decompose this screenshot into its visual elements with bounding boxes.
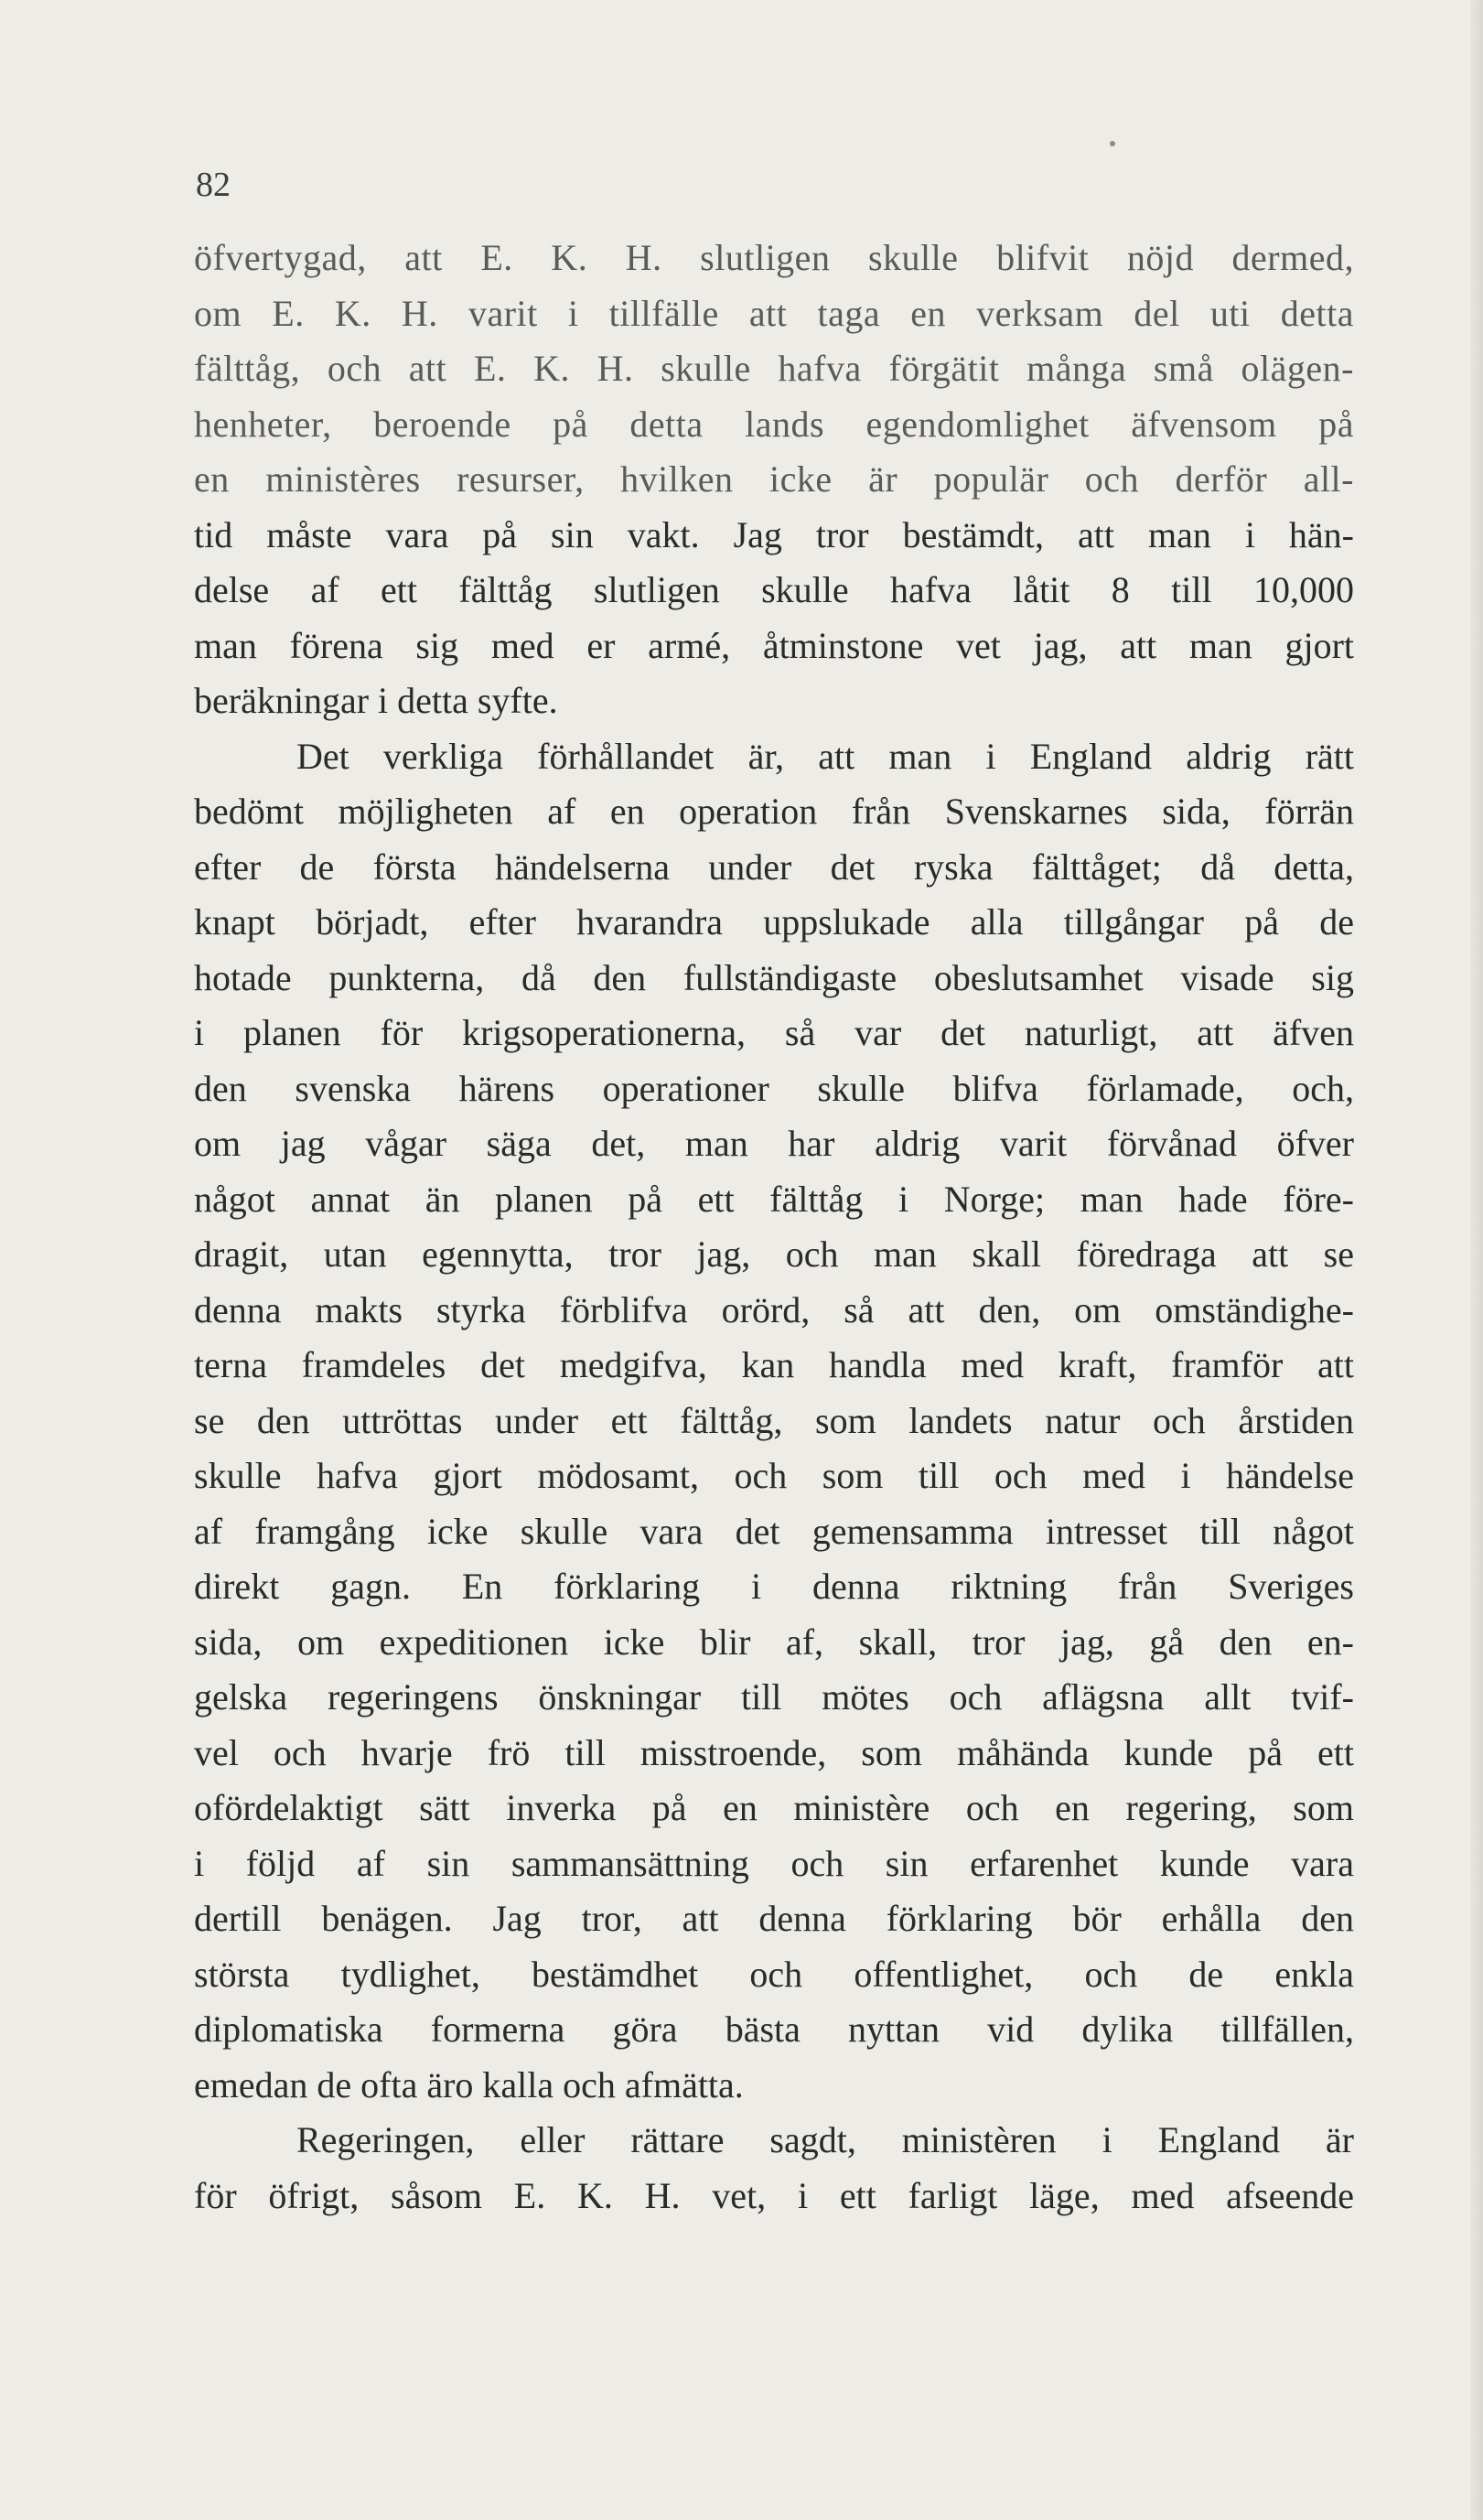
text-line-31: dertill benägen. Jag tror, att denna förklaring bör erhålla den <box>194 1898 1354 1939</box>
text-line-1: öfvertygad, att E. K. H. slutligen skulle blifvit nöjd dermed, <box>194 237 1354 278</box>
text-line-2: om E. K. H. varit i tillfälle att taga en verksam del uti detta <box>194 292 1354 334</box>
text-line-7: delse af ett fälttåg slutligen skulle hafva låtit 8 till 10,000 <box>194 569 1354 610</box>
text-line-9: beräkningar i detta syfte. <box>194 680 558 721</box>
text-line-22: se den uttröttas under ett fälttåg, som landets natur och årstiden <box>194 1399 1354 1441</box>
text-line-18: något annat än planen på ett fälttåg i Norge; man hade före- <box>194 1178 1354 1220</box>
text-line-5: en ministères resurser, hvilken icke är populär och derför all- <box>194 458 1354 500</box>
text-line-20: denna makts styrka förblifva orörd, så att den, om omständighe- <box>194 1288 1354 1330</box>
text-line-6: tid måste vara på sin vakt. Jag tror bestämdt, att man i hän- <box>194 513 1354 555</box>
text-line-13: knapt börjadt, efter hvarandra uppslukade alla tillgångar på de <box>194 901 1354 942</box>
ink-speck <box>1110 141 1115 146</box>
text-line-19: dragit, utan egennytta, tror jag, och man skall föredraga att se <box>194 1233 1354 1275</box>
text-line-24: af framgång icke skulle vara det gemensamma intresset till något <box>194 1510 1354 1552</box>
text-line-3: fälttåg, och att E. K. H. skulle hafva förgätit många små olägen- <box>194 348 1354 389</box>
text-line-23: skulle hafva gjort mödosamt, och som till och med i händelse <box>194 1455 1354 1496</box>
scan-edge <box>1470 0 1483 2520</box>
text-line-11: bedömt möjligheten af en operation från Svenskarnes sida, förrän <box>194 791 1354 832</box>
body-text <box>194 231 1354 2224</box>
text-line-14: hotade punkterna, då den fullständigaste obeslutsamhet visade sig <box>194 956 1354 998</box>
text-line-36: för öfrigt, såsom E. K. H. vet, i ett farligt läge, med afseende <box>194 2174 1354 2216</box>
text-line-26: sida, om expeditionen icke blir af, skall, tror jag, gå den en- <box>194 1621 1354 1663</box>
text-line-32: största tydlighet, bestämdhet och offentlighet, och de enkla <box>194 1953 1354 1995</box>
text-line-28: vel och hvarje frö till misstroende, som måhända kunde på ett <box>194 1731 1354 1773</box>
text-line-12: efter de första händelserna under det ryska fälttåget; då detta, <box>194 845 1354 888</box>
page-number: 82 <box>196 166 231 204</box>
text-line-27: gelska regeringens önskningar till mötes och aflägsna allt tvif- <box>194 1676 1354 1718</box>
text-line-33: diplomatiska formerna göra bästa nyttan vid dylika tillfällen, <box>194 2008 1354 2050</box>
text-line-34: emedan de ofta äro kalla och afmätta. <box>194 2063 744 2105</box>
text-line-35: Regeringen, eller rättare sagdt, ministèren i England är <box>296 2119 1354 2160</box>
text-line-15: i planen för krigsoperationerna, så var det naturligt, att äfven <box>194 1012 1354 1053</box>
text-line-25: direkt gagn. En förklaring i denna riktning från Sveriges <box>194 1566 1354 1607</box>
text-line-16: den svenska härens operationer skulle blifva förlamade, och, <box>194 1067 1354 1109</box>
text-line-4: henheter, beroende på detta lands egendomlighet äfvensom på <box>194 403 1354 445</box>
faded-top-lines <box>194 231 1354 508</box>
text-line-8: man förena sig med er armé, åtminstone vet jag, att man gjort <box>194 624 1354 666</box>
text-line-21: terna framdeles det medgifva, kan handla med kraft, framför att <box>194 1344 1354 1385</box>
text-line-17: om jag vågar säga det, man har aldrig varit förvånad öfver <box>194 1123 1354 1164</box>
text-line-10: Det verkliga förhållandet är, att man i England aldrig rätt <box>296 735 1354 777</box>
text-line-30: i följd af sin sammansättning och sin erfarenhet kunde vara <box>194 1842 1354 1884</box>
text-line-29: ofördelaktigt sätt inverka på en ministère och en regering, som <box>194 1787 1354 1828</box>
